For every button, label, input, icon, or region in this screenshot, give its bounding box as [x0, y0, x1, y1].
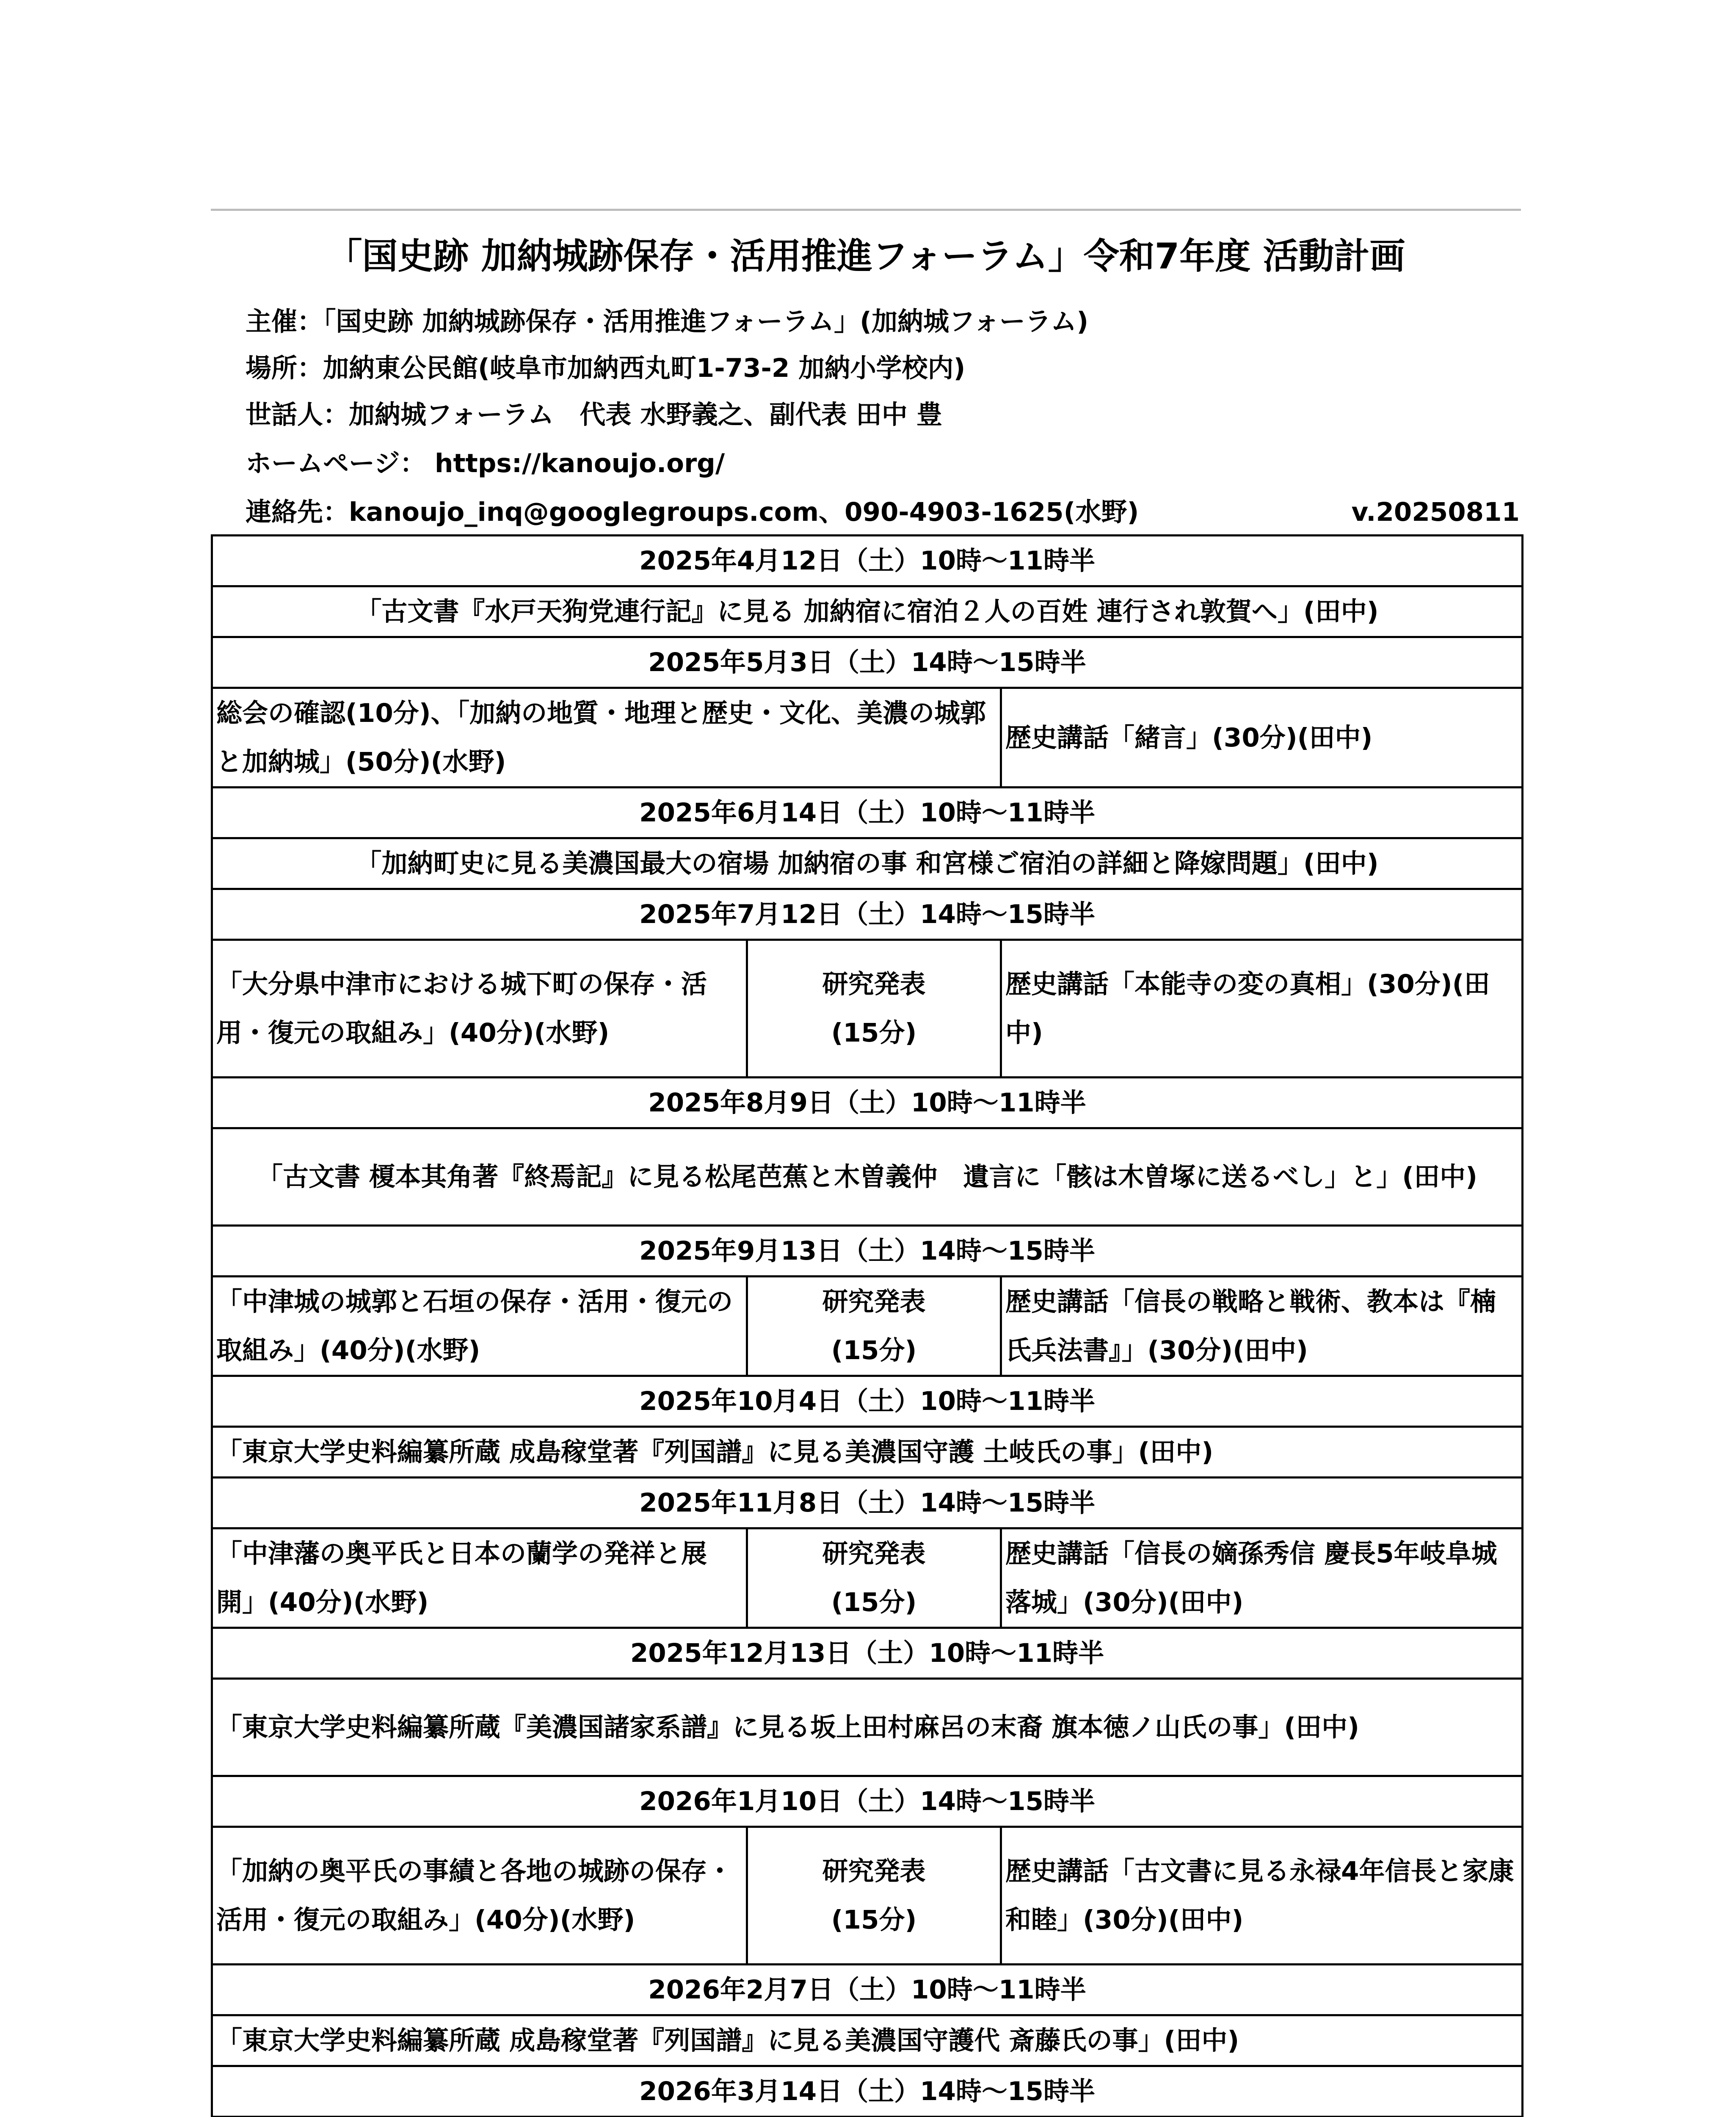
table-row — [212, 2066, 1523, 2117]
table-row — [212, 1528, 1523, 1628]
session-date: 2026年1月10日（土）14時〜15時半 — [212, 1776, 1523, 1827]
session-date: 2025年11月8日（土）14時〜15時半 — [212, 1478, 1523, 1528]
table-row — [212, 688, 1523, 788]
session-date: 2025年10月4日（土）10時〜11時半 — [212, 1376, 1523, 1427]
top-rule — [211, 209, 1521, 211]
session-date: 2025年6月14日（土）10時〜11時半 — [212, 788, 1523, 838]
session-history-talk: 歴史講話「本能寺の変の真相」(30分)(田中) — [1001, 940, 1523, 1078]
session-talk: 「東京大学史料編纂所蔵 成島稼堂著『列国譜』に見る美濃国守護代 斎藤氏の事」(田中) — [212, 2015, 1523, 2066]
session-lecture: 「加納の奥平氏の事績と各地の城跡の保存・活用・復元の取組み」(40分)(水野) — [212, 1827, 747, 1965]
contact-line: 連絡先：kanoujo_inq@googlegroups.com、090-4903-1625(水野) — [246, 497, 1139, 527]
session-research: 研究発表 (15分) — [747, 940, 1001, 1078]
session-talk: 「古文書 榎本其角著『終焉記』に見る松尾芭蕉と木曽義仲 遺言に「骸は木曽塚に送るべし」と」(田中) — [212, 1128, 1523, 1226]
table-row — [212, 586, 1523, 637]
session-date: 2025年8月9日（土）10時〜11時半 — [212, 1078, 1523, 1128]
session-talk: 「東京大学史料編纂所蔵 成島稼堂著『列国譜』に見る美濃国守護 土岐氏の事」(田中) — [212, 1427, 1523, 1478]
organizer-line: 主催：「国史跡 加納城跡保存・活用推進フォーラム」(加納城フォーラム) — [246, 307, 1089, 337]
session-lecture: 「中津城の城郭と石垣の保存・活用・復元の取組み」(40分)(水野) — [212, 1277, 747, 1376]
session-lecture: 「大分県中津市における城下町の保存・活用・復元の取組み」(40分)(水野) — [212, 940, 747, 1078]
session-date: 2025年4月12日（土）10時〜11時半 — [212, 536, 1523, 586]
session-date: 2025年7月12日（土）14時〜15時半 — [212, 889, 1523, 940]
table-row — [212, 1376, 1523, 1427]
table-row — [212, 1628, 1523, 1679]
session-date: 2025年12月13日（土）10時〜11時半 — [212, 1628, 1523, 1679]
session-research: 研究発表 (15分) — [747, 1528, 1001, 1628]
session-talk: 「加納町史に見る美濃国最大の宿場 加納宿の事 和宮様ご宿泊の詳細と降嫁問題」(田中) — [212, 838, 1523, 889]
session-date: 2025年5月3日（土）14時〜15時半 — [212, 637, 1523, 688]
session-date: 2026年2月7日（土）10時〜11時半 — [212, 1965, 1523, 2015]
table-row — [212, 1427, 1523, 1478]
session-date: 2026年3月14日（土）14時〜15時半 — [212, 2066, 1523, 2117]
table-row — [212, 1965, 1523, 2015]
session-research: 研究発表 (15分) — [747, 1277, 1001, 1376]
session-history-talk: 歴史講話「緒言」(30分)(田中) — [1001, 688, 1523, 788]
session-history-talk: 歴史講話「信長の嫡孫秀信 慶長5年岐阜城落城」(30分)(田中) — [1001, 1528, 1523, 1628]
venue-line: 場所：加納東公民館(岐阜市加納西丸町1-73-2 加納小学校内) — [246, 353, 966, 383]
table-row — [212, 838, 1523, 889]
table-row — [212, 1226, 1523, 1277]
session-history-talk: 歴史講話「信長の戦略と戦術、教本は『楠氏兵法書』」(30分)(田中) — [1001, 1277, 1523, 1376]
session-talk: 「古文書『水戸天狗党連行記』に見る 加納宿に宿泊２人の百姓 連行され敦賀へ」(田中) — [212, 586, 1523, 637]
session-talk: 「東京大学史料編纂所蔵『美濃国諸家系譜』に見る坂上田村麻呂の末裔 旗本徳ノ山氏の事」(田中) — [212, 1679, 1523, 1776]
table-row — [212, 1277, 1523, 1376]
homepage-line[interactable]: ホームページ： https://kanoujo.org/ — [246, 448, 725, 478]
table-row — [212, 1776, 1523, 1827]
table-row — [212, 940, 1523, 1078]
table-row — [212, 637, 1523, 688]
table-row — [212, 1827, 1523, 1965]
schedule-table — [211, 534, 1523, 2117]
version-label: v.20250811 — [1351, 497, 1520, 527]
table-row — [212, 1078, 1523, 1128]
table-row — [212, 788, 1523, 838]
table-row — [212, 889, 1523, 940]
session-date: 2025年9月13日（土）14時〜15時半 — [212, 1226, 1523, 1277]
table-row — [212, 536, 1523, 586]
session-lecture: 「中津藩の奥平氏と日本の蘭学の発祥と展開」(40分)(水野) — [212, 1528, 747, 1628]
table-row — [212, 1478, 1523, 1528]
document-title: 「国史跡 加納城跡保存・活用推進フォーラム」令和7年度 活動計画 — [326, 235, 1405, 277]
session-lecture: 総会の確認(10分)、「加納の地質・地理と歴史・文化、美濃の城郭と加納城」(50分)(水野) — [212, 688, 1001, 788]
table-row — [212, 2015, 1523, 2066]
table-row — [212, 1128, 1523, 1226]
caretaker-line: 世話人：加納城フォーラム 代表 水野義之、副代表 田中 豊 — [246, 400, 943, 430]
table-row — [212, 1679, 1523, 1776]
session-research: 研究発表 (15分) — [747, 1827, 1001, 1965]
session-history-talk: 歴史講話「古文書に見る永禄4年信長と家康和睦」(30分)(田中) — [1001, 1827, 1523, 1965]
